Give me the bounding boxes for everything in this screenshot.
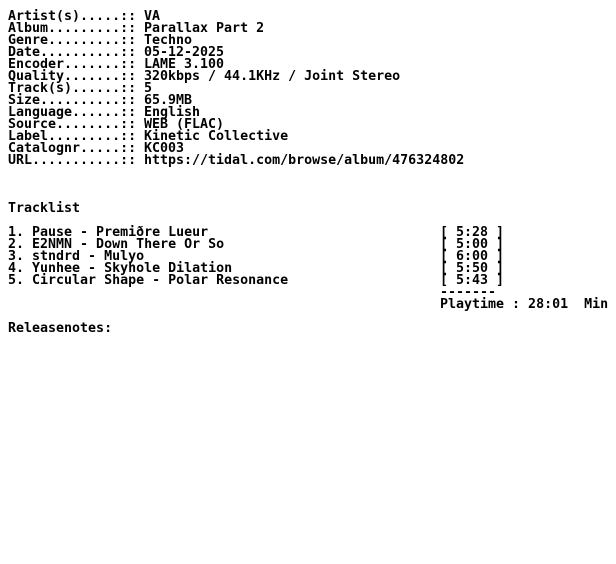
- info-key: URL...........::: [8, 153, 137, 168]
- info-value: 5: [144, 81, 153, 96]
- info-value: Parallax Part 2: [144, 21, 265, 36]
- track-row: [8, 275, 614, 287]
- track-title: 5. Circular Shape - Polar Resonance: [8, 273, 289, 288]
- info-value: English: [144, 105, 201, 120]
- track-title: 1. Pause - Premiðre Lueur: [8, 225, 209, 240]
- info-key: Size..........::: [8, 93, 137, 108]
- track-time: [ 5:00 ]: [440, 237, 505, 252]
- info-value: 320kbps / 44.1KHz / Joint Stereo: [144, 69, 401, 84]
- playtime-row: [8, 299, 614, 311]
- info-key: Album.........::: [8, 21, 137, 36]
- playtime: Playtime : 28:01 Min: [440, 297, 609, 312]
- track-time: [ 5:43 ]: [440, 273, 505, 288]
- info-key: Catalognr.....::: [8, 141, 137, 156]
- info-value: VA: [144, 9, 161, 24]
- info-value: Kinetic Collective: [144, 129, 289, 144]
- info-url-value: https://tidal.com/browse/album/476324802: [144, 153, 465, 168]
- info-value: WEB (FLAC): [144, 117, 225, 132]
- track-time: [ 6:00 ]: [440, 249, 505, 264]
- separator: -------: [440, 285, 497, 300]
- track-title: 2. E2NMN - Down There Or So: [8, 237, 225, 252]
- info-value: Techno: [144, 33, 193, 48]
- track-title: 3. stndrd - Mulyo: [8, 249, 145, 264]
- info-value: KC003: [144, 141, 185, 156]
- track-time: [ 5:28 ]: [440, 225, 505, 240]
- info-key: Encoder.......::: [8, 57, 137, 72]
- info-key: Artist(s).....::: [8, 9, 137, 24]
- info-value: 05-12-2025: [144, 45, 225, 60]
- info-value: 65.9MB: [144, 93, 193, 108]
- info-key: Language......::: [8, 105, 137, 120]
- info-key: Track(s)......::: [8, 81, 137, 96]
- info-key: Label.........::: [8, 129, 137, 144]
- info-value: LAME 3.100: [144, 57, 225, 72]
- track-time: [ 5:50 ]: [440, 261, 505, 276]
- releasenotes-heading: Releasenotes:: [8, 321, 113, 336]
- info-key: Quality.......::: [8, 69, 137, 84]
- info-key: Genre.........::: [8, 33, 137, 48]
- info-key: Date..........::: [8, 45, 137, 60]
- tracklist-heading: Tracklist: [8, 201, 81, 216]
- nfo-document: [8, 11, 614, 335]
- info-url: [8, 155, 614, 167]
- track-title: 4. Yunhee - Skyhole Dilation: [8, 261, 233, 276]
- info-key: Source........::: [8, 117, 137, 132]
